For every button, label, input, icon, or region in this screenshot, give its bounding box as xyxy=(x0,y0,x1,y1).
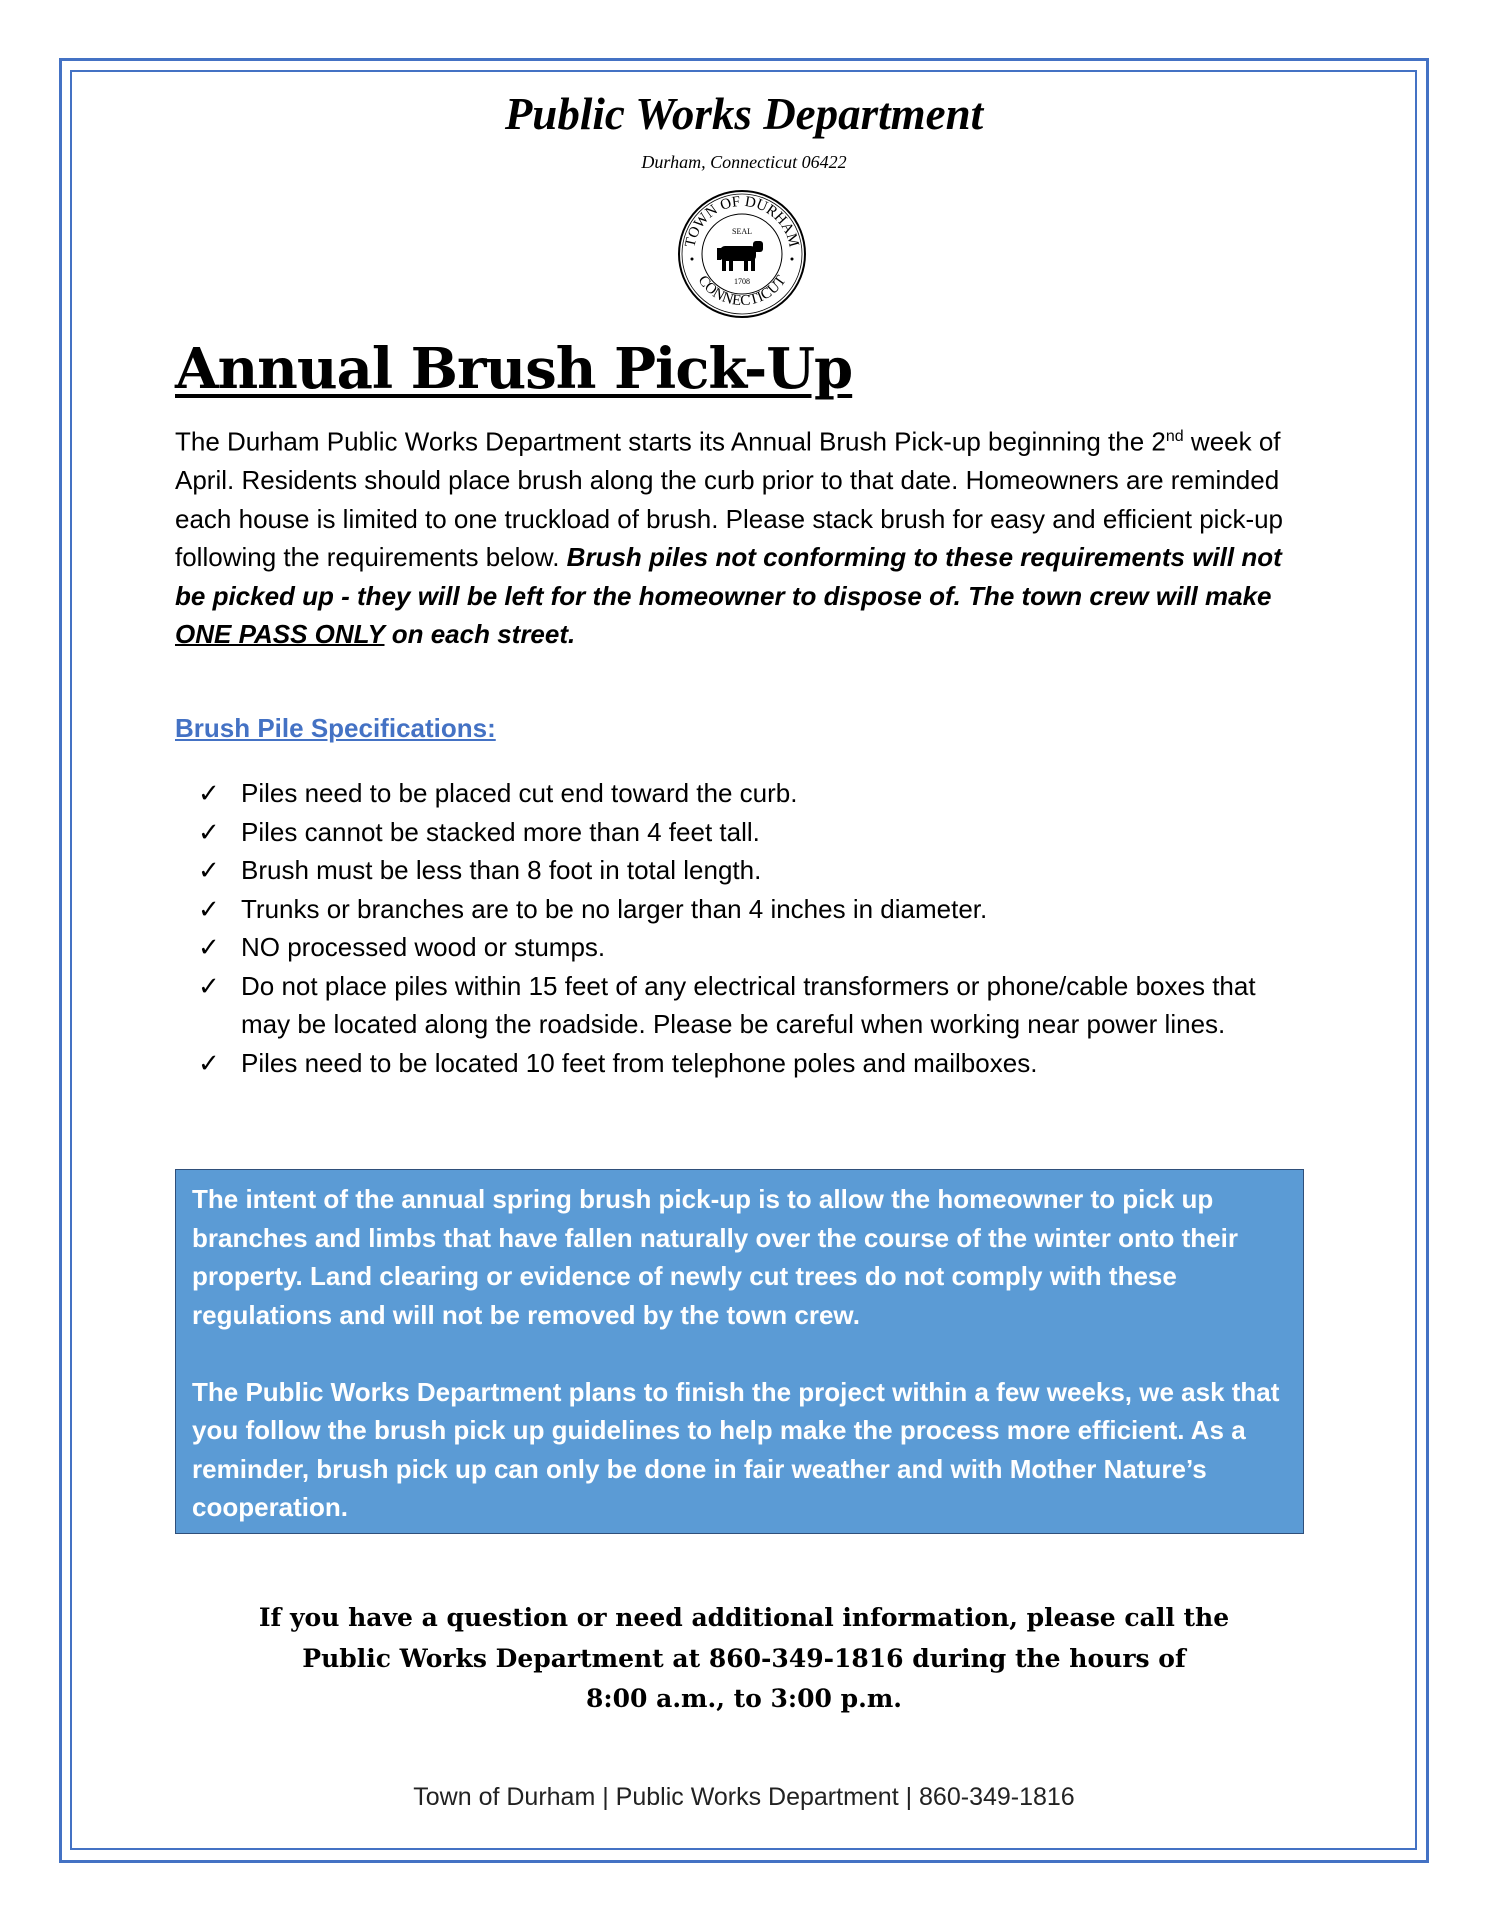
contact-hours: 8:00 a.m., to 3:00 p.m. xyxy=(586,1684,902,1713)
intro-warning: Brush piles not conforming to these requirements will not be picked up - they will be left for the homeowner to dispose of. The town crew will make xyxy=(175,542,1282,611)
list-item xyxy=(198,928,1308,967)
svg-text:TOWN OF DURHAM: TOWN OF DURHAM xyxy=(682,193,802,249)
svg-text:CONNECTICUT: CONNECTICUT xyxy=(694,272,790,310)
list-item xyxy=(198,813,1308,852)
checkmark-icon: ✓ xyxy=(198,970,220,1001)
list-item-text: Piles cannot be stacked more than 4 feet tall. xyxy=(241,816,760,847)
checkmark-icon: ✓ xyxy=(198,778,220,808)
list-item-text: Piles need to be placed cut end toward the curb. xyxy=(241,778,798,808)
checkmark-icon: ✓ xyxy=(198,1047,220,1078)
contact-line: Public Works Department at 860-349-1816 during the hours of xyxy=(302,1643,1186,1673)
list-item xyxy=(198,1044,1308,1083)
intro-warning-end: on each street. xyxy=(384,619,576,650)
svg-text:1708: 1708 xyxy=(734,277,750,286)
page-footer: Town of Durham | Public Works Department | 860-349-1816 xyxy=(413,1783,1075,1811)
intro-ordinal-suffix: nd xyxy=(1165,428,1184,445)
intro-paragraph xyxy=(175,418,1315,654)
list-item-text: Trunks or branches are to be no larger than 4 inches in diameter. xyxy=(241,893,988,924)
town-seal-logo xyxy=(677,189,807,319)
list-item xyxy=(198,851,1308,890)
svg-text:SEAL: SEAL xyxy=(732,227,752,236)
contact-info xyxy=(0,1598,1488,1720)
list-item xyxy=(198,967,1308,1044)
intro-ordinal: 2 xyxy=(1151,426,1166,457)
notice-paragraph-2: The Public Works Department plans to finish the project within a few weeks, we ask that you follow the brush pick up guidelines to help make the process more efficient. As a reminder, brush pick up can only be done in fair weather and with Mother Nature’s cooperation. xyxy=(192,1376,1280,1522)
checkmark-icon: ✓ xyxy=(198,816,220,847)
notice-box xyxy=(175,1169,1304,1534)
checkmark-icon: ✓ xyxy=(198,893,220,924)
checkmark-icon: ✓ xyxy=(198,932,220,962)
list-item xyxy=(198,890,1308,929)
one-pass-only: ONE PASS ONLY xyxy=(175,619,385,650)
list-item-text: Piles need to be located 10 feet from telephone poles and mailboxes. xyxy=(241,1047,1038,1078)
specs-heading: Brush Pile Specifications: xyxy=(175,713,496,743)
checkmark-icon: ✓ xyxy=(198,855,220,885)
list-item-text: Brush must be less than 8 foot in total length. xyxy=(241,855,762,885)
specs-list xyxy=(198,774,1308,1082)
department-title: Public Works Department xyxy=(504,89,984,139)
notice-paragraph-1: The intent of the annual spring brush pick-up is to allow the homeowner to pick up branches and limbs that have fallen naturally over the course of the winter onto their property. Land clearing or evidence of newly cut trees do not comply with these regulations and will not be removed by the town crew. xyxy=(192,1184,1238,1330)
intro-text-2: week of April. Residents should place brush along the curb prior to that date. Homeowners are reminded each house is limited to one truckload of brush. Please stack brush for easy and efficient pick-up following the requirements below. xyxy=(175,426,1284,573)
department-address: Durham, Connecticut 06422 xyxy=(641,152,847,172)
list-item-text: NO processed wood or stumps. xyxy=(241,932,606,962)
list-item-text: Do not place piles within 15 feet of any electrical transformers or phone/cable boxes that may be located along the roadside. Please be careful when working near power lines. xyxy=(241,970,1256,1039)
page-heading: Annual Brush Pick-Up xyxy=(175,336,853,402)
contact-line: If you have a question or need additional information, please call the xyxy=(258,1603,1230,1632)
intro-text: The Durham Public Works Department starts its Annual Brush Pick-up beginning the xyxy=(175,426,1152,457)
list-item xyxy=(198,774,1308,813)
